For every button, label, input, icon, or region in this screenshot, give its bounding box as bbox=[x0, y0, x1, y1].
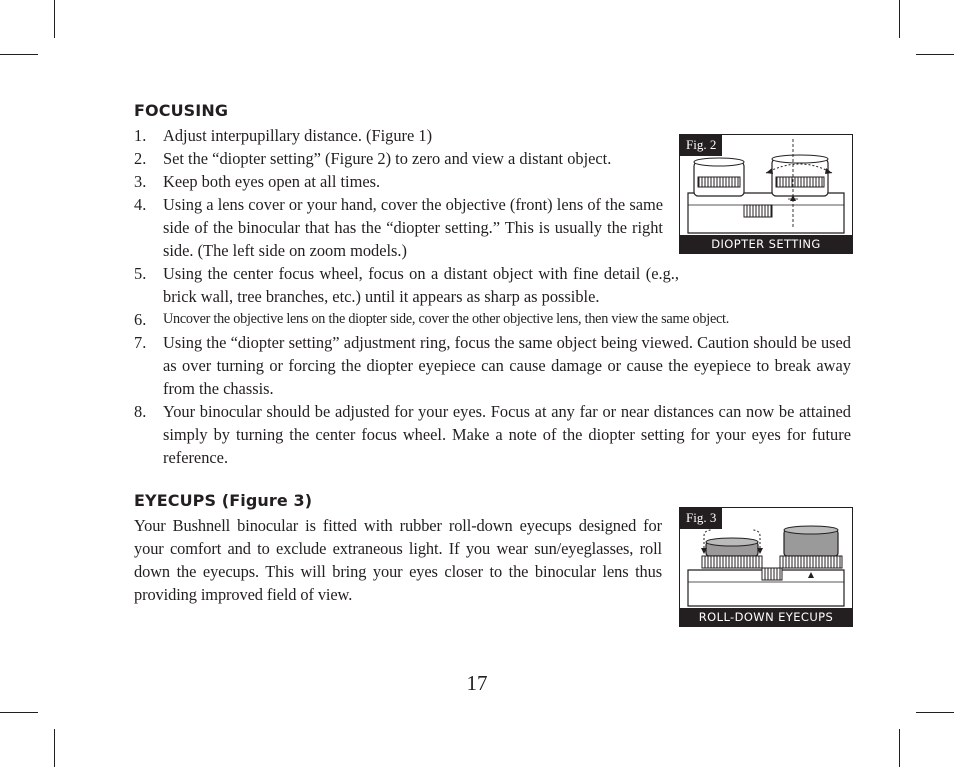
step-text: Using the “diopter setting” adjustment ring, focus the same object being viewed. Caution should be used as over turning or forcing the diopter eyepiece can cause damage or cause the eyepiece to break away from the chassis. bbox=[163, 333, 851, 398]
crop-mark bbox=[899, 729, 900, 767]
list-item bbox=[134, 331, 851, 400]
step-text: Set the “diopter setting” (Figure 2) to zero and view a distant object. bbox=[163, 149, 612, 168]
page-number: 17 bbox=[466, 671, 488, 695]
step-text: Using the center focus wheel, focus on a distant object with fine detail (e.g., brick wall, tree branches, etc.) until it appears as sharp as possible. bbox=[163, 264, 679, 306]
list-item bbox=[134, 308, 851, 331]
crop-mark bbox=[0, 54, 38, 55]
eyecups-paragraph: Your Bushnell binocular is fitted with rubber roll-down eyecups designed for your comfort and to exclude extraneous light. If you wear sun/eyeglasses, roll down the eyecups. This will bring your eyes closer to the binocular lens thus providing improved field of view. bbox=[134, 516, 662, 604]
crop-mark bbox=[899, 0, 900, 38]
step-number: 5. bbox=[134, 264, 147, 283]
focusing-heading: FOCUSING bbox=[134, 101, 229, 120]
step-number: 2. bbox=[134, 149, 147, 168]
step-number: 8. bbox=[134, 402, 147, 421]
step-text: Adjust interpupillary distance. (Figure 1) bbox=[163, 126, 433, 145]
figure-tag: Fig. 2 bbox=[680, 135, 722, 156]
crop-mark bbox=[916, 54, 954, 55]
step-text: Keep both eyes open at all times. bbox=[163, 172, 381, 191]
crop-mark bbox=[54, 0, 55, 38]
eyecups-heading: EYECUPS (Figure 3) bbox=[134, 491, 313, 510]
step-text: Your binocular should be adjusted for your eyes. Focus at any far or near distances can now be attained simply by turning the center focus wheel. Make a note of the diopter setting for your eyes for future reference. bbox=[163, 402, 851, 467]
step-text: Uncover the objective lens on the diopter side, cover the other objective lens, then view the same object. bbox=[163, 311, 730, 327]
step-number: 4. bbox=[134, 195, 147, 214]
crop-mark bbox=[54, 729, 55, 767]
figure-caption: ROLL-DOWN EYECUPS bbox=[680, 608, 852, 626]
crop-mark bbox=[0, 712, 38, 713]
figure-diopter-setting bbox=[679, 134, 853, 254]
step-number: 1. bbox=[134, 126, 147, 145]
step-number: 7. bbox=[134, 333, 147, 352]
figure-tag: Fig. 3 bbox=[680, 508, 722, 529]
list-item bbox=[134, 262, 851, 308]
figure-caption: DIOPTER SETTING bbox=[680, 235, 852, 253]
figure-roll-down-eyecups bbox=[679, 507, 853, 627]
step-text: Using a lens cover or your hand, cover the objective (front) lens of the same side of the binocular that has the “diopter setting.” This is usually the right side. (The left side on zoom models.) bbox=[163, 195, 663, 260]
crop-mark bbox=[916, 712, 954, 713]
step-number: 3. bbox=[134, 172, 147, 191]
list-item bbox=[134, 400, 851, 469]
step-number: 6. bbox=[134, 310, 147, 329]
